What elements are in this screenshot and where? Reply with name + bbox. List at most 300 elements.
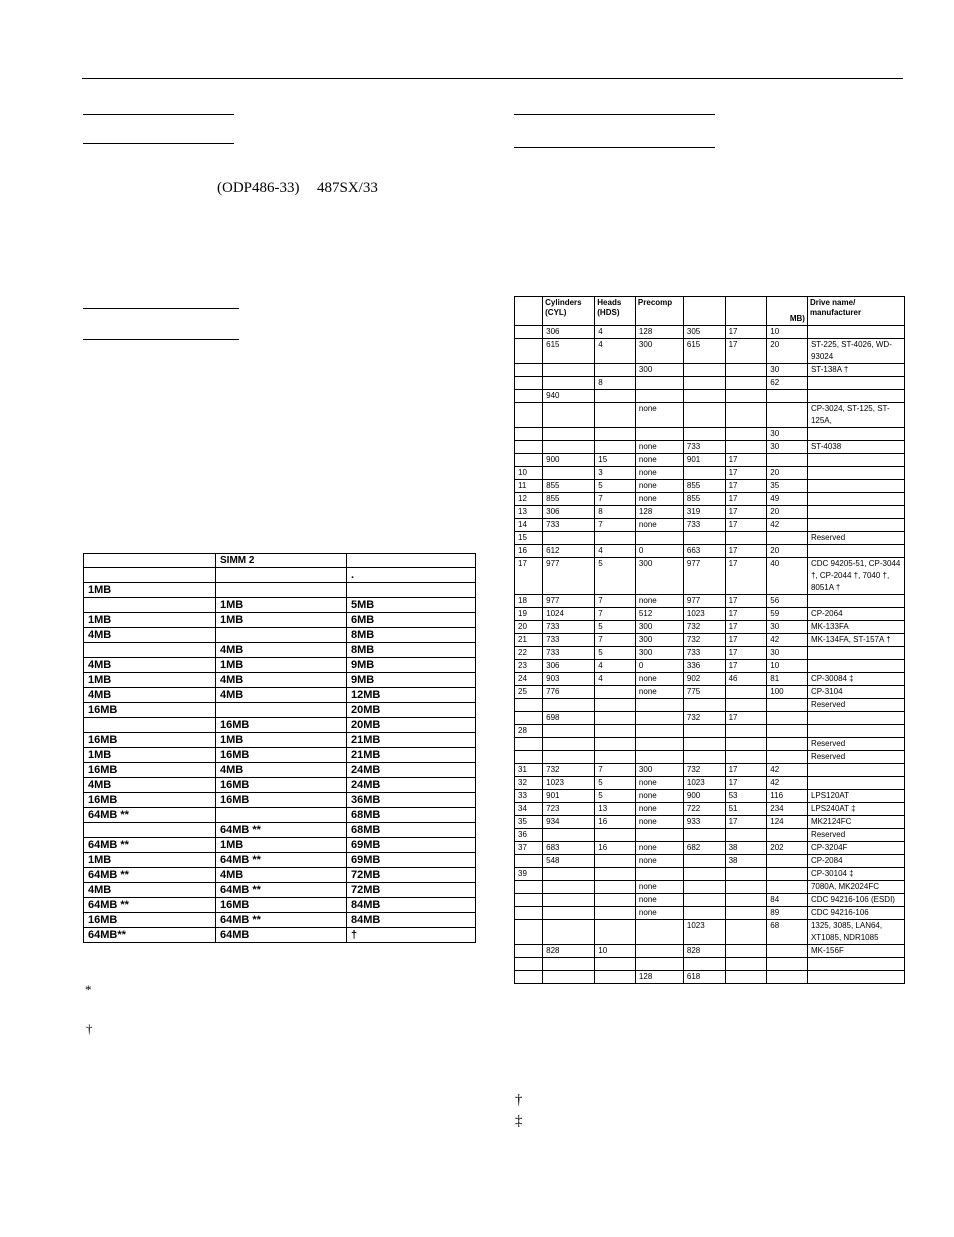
table-cell: 40 [767, 558, 808, 595]
table-cell: 0 [635, 545, 683, 558]
drive-col-header: MB) [767, 297, 808, 326]
table-cell: 202 [767, 842, 808, 855]
table-cell: 4MB [84, 778, 216, 793]
table-cell [635, 751, 683, 764]
table-cell [725, 403, 767, 428]
table-cell [595, 751, 636, 764]
table-cell [515, 920, 543, 945]
table-cell [543, 868, 595, 881]
table-cell: 13 [595, 803, 636, 816]
table-cell: none [635, 493, 683, 506]
table-cell: 698 [543, 712, 595, 725]
table-cell [515, 971, 543, 984]
table-cell: 17 [725, 558, 767, 595]
drive-table-row [515, 945, 905, 958]
table-cell [807, 595, 904, 608]
table-cell [807, 545, 904, 558]
table-cell: 901 [543, 790, 595, 803]
table-cell [543, 403, 595, 428]
drive-table-row [515, 958, 905, 971]
footnote-asterisk: * [85, 982, 92, 997]
table-cell: 64MB ** [84, 838, 216, 853]
table-cell [515, 441, 543, 454]
drive-table-row [515, 725, 905, 738]
drive-table-row [515, 673, 905, 686]
table-cell: 1MB [216, 733, 347, 748]
table-cell: 615 [543, 339, 595, 364]
table-cell: 16MB [216, 748, 347, 763]
table-cell [543, 725, 595, 738]
table-cell: 69MB [347, 853, 476, 868]
table-cell: 1023 [543, 777, 595, 790]
table-cell [725, 971, 767, 984]
table-cell: 5 [595, 480, 636, 493]
table-cell: 36 [515, 829, 543, 842]
table-cell: 16MB [84, 913, 216, 928]
table-cell: none [635, 894, 683, 907]
table-cell: 12 [515, 493, 543, 506]
table-cell: ST-4038 [807, 441, 904, 454]
table-cell: 28 [515, 725, 543, 738]
table-cell [595, 894, 636, 907]
footnote-dagger-right: † [515, 1092, 523, 1108]
table-cell: 300 [635, 558, 683, 595]
drive-col-header: Heads (HDS) [595, 297, 636, 326]
table-cell: 5 [595, 647, 636, 660]
table-cell: 723 [543, 803, 595, 816]
table-cell: 1023 [683, 920, 725, 945]
table-cell: 42 [767, 519, 808, 532]
table-cell: 32 [515, 777, 543, 790]
table-cell [683, 958, 725, 971]
table-cell [683, 829, 725, 842]
table-cell [767, 738, 808, 751]
table-cell [515, 364, 543, 377]
table-cell: 1MB [84, 613, 216, 628]
drive-table-row [515, 364, 905, 377]
table-cell [807, 390, 904, 403]
table-cell: 8MB [347, 643, 476, 658]
table-cell [767, 945, 808, 958]
table-cell: 20 [767, 506, 808, 519]
table-cell: 84 [767, 894, 808, 907]
table-cell [767, 971, 808, 984]
table-cell: Reserved [807, 699, 904, 712]
table-cell [807, 660, 904, 673]
drive-table-row [515, 751, 905, 764]
drive-table-row [515, 558, 905, 595]
table-cell: 548 [543, 855, 595, 868]
drive-col-header: Precomp [635, 297, 683, 326]
memory-table-row [84, 808, 476, 823]
table-cell: 16MB [84, 703, 216, 718]
drive-table-row [515, 660, 905, 673]
table-cell [515, 699, 543, 712]
table-cell [725, 894, 767, 907]
table-cell: CP-3104 [807, 686, 904, 699]
table-cell: 38 [725, 842, 767, 855]
table-cell: 732 [683, 621, 725, 634]
table-cell: 4MB [216, 763, 347, 778]
table-cell: 4MB [216, 868, 347, 883]
table-cell: 17 [725, 467, 767, 480]
table-cell: 17 [725, 454, 767, 467]
table-cell: 940 [543, 390, 595, 403]
table-cell [635, 712, 683, 725]
table-cell: 4 [595, 326, 636, 339]
drive-table-row [515, 699, 905, 712]
table-cell [595, 907, 636, 920]
table-cell: 17 [725, 621, 767, 634]
memory-table-row [84, 853, 476, 868]
table-cell: 300 [635, 339, 683, 364]
table-cell [635, 532, 683, 545]
memory-table-row [84, 673, 476, 688]
memory-table-row [84, 613, 476, 628]
table-cell: none [635, 480, 683, 493]
drive-table-row [515, 907, 905, 920]
table-cell: 36MB [347, 793, 476, 808]
table-cell: 59 [767, 608, 808, 621]
table-cell: 68MB [347, 823, 476, 838]
table-cell: 72MB [347, 868, 476, 883]
table-cell: 16 [595, 842, 636, 855]
drive-table-row [515, 532, 905, 545]
table-cell [807, 454, 904, 467]
table-cell [595, 920, 636, 945]
table-cell: 663 [683, 545, 725, 558]
table-cell: 933 [683, 816, 725, 829]
table-cell [725, 428, 767, 441]
table-cell [595, 725, 636, 738]
table-cell: 775 [683, 686, 725, 699]
memory-heading-rule-1 [83, 308, 239, 309]
table-cell [543, 699, 595, 712]
table-cell [683, 868, 725, 881]
table-cell: 17 [725, 519, 767, 532]
table-cell [515, 881, 543, 894]
table-cell [515, 428, 543, 441]
table-cell: 900 [683, 790, 725, 803]
table-cell: 902 [683, 673, 725, 686]
table-cell: 19 [515, 608, 543, 621]
table-cell [767, 958, 808, 971]
table-cell: 16MB [84, 733, 216, 748]
table-cell [595, 441, 636, 454]
table-cell [543, 532, 595, 545]
table-cell: none [635, 777, 683, 790]
table-cell [725, 829, 767, 842]
table-cell: 84MB [347, 913, 476, 928]
table-cell: 13 [515, 506, 543, 519]
table-cell: 30 [767, 364, 808, 377]
table-cell: 733 [543, 634, 595, 647]
table-cell: 4MB [84, 628, 216, 643]
table-cell [767, 725, 808, 738]
table-cell: 1MB [84, 673, 216, 688]
table-cell: 17 [725, 647, 767, 660]
table-cell: 64MB ** [216, 823, 347, 838]
memory-heading-rule-2 [83, 339, 239, 340]
table-cell: CDC 94216-106 (ESDI) [807, 894, 904, 907]
table-cell [595, 699, 636, 712]
table-cell [543, 467, 595, 480]
drive-table-row [515, 803, 905, 816]
table-cell: 4MB [216, 643, 347, 658]
table-cell [595, 829, 636, 842]
drive-table-row [515, 377, 905, 390]
table-cell: 33 [515, 790, 543, 803]
table-cell: 81 [767, 673, 808, 686]
table-cell: 24 [515, 673, 543, 686]
table-cell: 1MB [216, 598, 347, 613]
drive-table-row [515, 920, 905, 945]
table-cell: 17 [725, 816, 767, 829]
table-cell [725, 364, 767, 377]
table-cell [683, 403, 725, 428]
table-cell: 615 [683, 339, 725, 364]
table-cell [635, 377, 683, 390]
drive-table-row [515, 842, 905, 855]
table-cell [595, 428, 636, 441]
drive-table-row [515, 738, 905, 751]
table-cell: 64MB ** [84, 808, 216, 823]
table-cell: 21MB [347, 733, 476, 748]
table-cell: 17 [725, 480, 767, 493]
table-cell [683, 881, 725, 894]
table-cell [683, 725, 725, 738]
table-cell: 64MB [216, 928, 347, 943]
table-cell [543, 377, 595, 390]
table-cell: CP-2084 [807, 855, 904, 868]
drive-table-row [515, 467, 905, 480]
table-cell [635, 390, 683, 403]
table-cell: 5 [595, 621, 636, 634]
right-heading-rule-1 [514, 114, 715, 115]
table-cell: LPS120AT [807, 790, 904, 803]
table-cell: 64MB** [84, 928, 216, 943]
drive-col-header [683, 297, 725, 326]
table-cell [807, 377, 904, 390]
table-cell: 17 [725, 712, 767, 725]
table-cell [595, 971, 636, 984]
table-cell: ST-225, ST-4026, WD-93024 [807, 339, 904, 364]
table-cell [683, 751, 725, 764]
table-cell [635, 958, 683, 971]
table-cell [767, 403, 808, 428]
table-cell [807, 764, 904, 777]
table-cell: 828 [683, 945, 725, 958]
table-cell: 11 [515, 480, 543, 493]
table-cell: CP-3024, ST-125, ST-125A, [807, 403, 904, 428]
table-cell: none [635, 467, 683, 480]
table-cell: 903 [543, 673, 595, 686]
memory-table-row [84, 748, 476, 763]
drive-type-table [514, 296, 905, 984]
table-cell: 682 [683, 842, 725, 855]
table-cell: 934 [543, 816, 595, 829]
drive-table-row [515, 608, 905, 621]
table-cell: 6MB [347, 613, 476, 628]
table-cell: 18 [515, 595, 543, 608]
memory-table-row [84, 898, 476, 913]
memory-table-row [84, 688, 476, 703]
table-cell [543, 829, 595, 842]
table-cell [725, 958, 767, 971]
drive-table-row [515, 595, 905, 608]
table-cell [725, 881, 767, 894]
table-cell: 9MB [347, 673, 476, 688]
table-cell [216, 703, 347, 718]
memory-table-row [84, 718, 476, 733]
table-cell [725, 699, 767, 712]
table-cell: 306 [543, 660, 595, 673]
model-number-paren: (ODP486-33) [217, 180, 300, 196]
drive-table-row [515, 855, 905, 868]
table-cell: 300 [635, 621, 683, 634]
drive-table-row [515, 777, 905, 790]
table-cell: 5MB [347, 598, 476, 613]
drive-table-row [515, 403, 905, 428]
drive-table-row [515, 634, 905, 647]
table-cell: 46 [725, 673, 767, 686]
table-cell: 38 [725, 855, 767, 868]
table-cell [515, 907, 543, 920]
table-cell: 732 [683, 634, 725, 647]
table-cell: 612 [543, 545, 595, 558]
table-cell [595, 532, 636, 545]
table-cell: 15 [595, 454, 636, 467]
drive-table-row [515, 454, 905, 467]
table-cell: 8 [595, 377, 636, 390]
table-cell: none [635, 803, 683, 816]
table-cell [84, 718, 216, 733]
table-cell: 10 [595, 945, 636, 958]
table-cell: 4 [595, 545, 636, 558]
table-cell [725, 686, 767, 699]
table-cell: 42 [767, 764, 808, 777]
table-cell [767, 532, 808, 545]
memory-table-row [84, 568, 476, 583]
table-cell [807, 480, 904, 493]
table-cell: none [635, 790, 683, 803]
table-cell [515, 945, 543, 958]
table-cell: 20MB [347, 718, 476, 733]
table-cell: MK-134FA, ST-157A † [807, 634, 904, 647]
table-cell [543, 958, 595, 971]
table-cell [515, 339, 543, 364]
table-cell: 733 [543, 621, 595, 634]
table-cell [767, 855, 808, 868]
table-cell [515, 390, 543, 403]
table-cell: 22 [515, 647, 543, 660]
table-cell: 42 [767, 777, 808, 790]
table-cell: none [635, 816, 683, 829]
table-cell: 53 [725, 790, 767, 803]
table-cell: CDC 94216-106 [807, 907, 904, 920]
table-cell [515, 855, 543, 868]
table-cell: 733 [683, 441, 725, 454]
table-cell [595, 881, 636, 894]
table-cell [807, 493, 904, 506]
table-cell: Reserved [807, 751, 904, 764]
memory-table-row [84, 583, 476, 598]
memory-table-row [84, 793, 476, 808]
table-cell: none [635, 673, 683, 686]
table-cell [725, 868, 767, 881]
table-cell: 39 [515, 868, 543, 881]
table-cell: 4MB [216, 688, 347, 703]
table-cell: 300 [635, 647, 683, 660]
right-heading-rule-2 [514, 147, 715, 148]
table-cell: 4MB [84, 883, 216, 898]
table-cell [725, 751, 767, 764]
table-cell: 21 [515, 634, 543, 647]
table-cell: 733 [683, 647, 725, 660]
table-cell [515, 403, 543, 428]
drive-table-row [515, 545, 905, 558]
table-cell: 1023 [683, 777, 725, 790]
table-cell: Reserved [807, 829, 904, 842]
table-cell [683, 532, 725, 545]
memory-table-row [84, 838, 476, 853]
table-cell [807, 506, 904, 519]
table-cell: 977 [543, 558, 595, 595]
drive-table-row [515, 686, 905, 699]
table-cell: 64MB ** [84, 898, 216, 913]
memory-table-row [84, 913, 476, 928]
table-cell: 17 [725, 777, 767, 790]
table-cell: LPS240AT ‡ [807, 803, 904, 816]
table-cell: 7 [595, 493, 636, 506]
table-cell: 300 [635, 764, 683, 777]
left-heading-rule-1 [83, 114, 234, 115]
table-cell: 17 [725, 506, 767, 519]
table-cell: 51 [725, 803, 767, 816]
table-cell: 17 [725, 545, 767, 558]
left-heading-rule-2 [83, 143, 234, 144]
table-cell: 7 [595, 519, 636, 532]
table-cell: 17 [725, 326, 767, 339]
footnote-dagger: † [86, 1021, 93, 1036]
table-cell: 683 [543, 842, 595, 855]
drive-table-row [515, 712, 905, 725]
table-cell: CP-2064 [807, 608, 904, 621]
memory-col-header [347, 554, 476, 568]
table-cell: 5 [595, 777, 636, 790]
table-cell: 37 [515, 842, 543, 855]
table-cell: 319 [683, 506, 725, 519]
table-cell: 733 [543, 647, 595, 660]
memory-table-row [84, 658, 476, 673]
table-cell [595, 364, 636, 377]
table-cell: 4 [595, 673, 636, 686]
table-cell: 732 [683, 712, 725, 725]
table-cell: 89 [767, 907, 808, 920]
drive-table-row [515, 971, 905, 984]
table-cell [683, 428, 725, 441]
table-cell: 7 [595, 608, 636, 621]
table-cell [683, 390, 725, 403]
table-cell [515, 377, 543, 390]
table-cell: 1MB [84, 748, 216, 763]
table-cell [807, 777, 904, 790]
table-cell [84, 598, 216, 613]
table-cell [595, 738, 636, 751]
table-cell: 3 [595, 467, 636, 480]
table-cell: 30 [767, 647, 808, 660]
table-cell: 10 [767, 326, 808, 339]
